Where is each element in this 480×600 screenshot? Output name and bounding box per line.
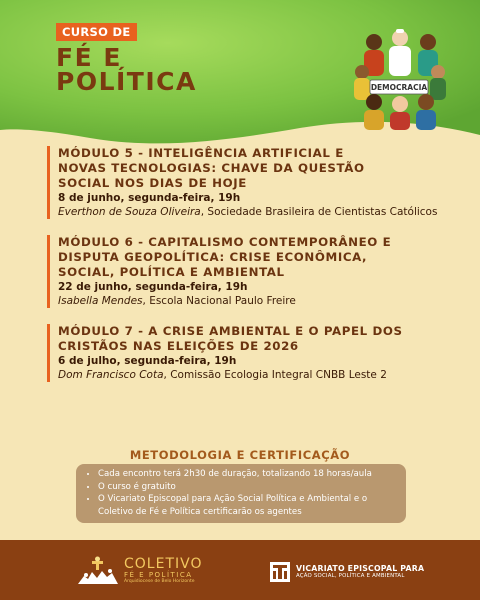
module-speaker-line (58, 294, 442, 308)
module-title (58, 146, 442, 191)
module-speaker-line (58, 205, 442, 219)
module-title (58, 235, 442, 280)
module-title-line: SOCIAL NOS DIAS DE HOJE (58, 176, 247, 190)
methodology-title: METODOLOGIA E CERTIFICAÇÃO (129, 448, 351, 462)
coletivo-name: COLETIVO (124, 555, 203, 572)
coletivo-subtitle-small: Arquidiocese de Belo Horizonte (124, 578, 195, 584)
module-title-line: CRISTÃOS NAS ELEIÇÕES DE 2026 (58, 339, 299, 353)
title-line-2: POLÍTICA (56, 67, 197, 96)
democracia-sign-text: DEMOCRACIA (370, 83, 428, 92)
vicariato-line-2: AÇÃO SOCIAL, POLÍTICA E AMBIENTAL (296, 573, 405, 579)
title-line-1: FÉ E (56, 43, 122, 72)
methodology-list (84, 468, 398, 518)
course-badge: CURSO DE (56, 23, 137, 41)
methodology-item: • Cada encontro terá 2h30 de duração, totalizando 18 horas/aula (98, 468, 398, 481)
methodology-box (76, 464, 406, 523)
module-title-line: MÓDULO 5 - INTELIGÊNCIA ARTIFICIAL E (58, 146, 344, 160)
vicariato-text (296, 564, 424, 580)
vicariato-line-1: VICARIATO EPISCOPAL PARA (296, 564, 425, 573)
module-5 (47, 146, 442, 219)
people-illustration (352, 28, 448, 130)
coletivo-subtitle: FÉ E POLÍTICA (124, 570, 193, 579)
speaker-name: Isabella Mendes (58, 295, 143, 307)
page-title (56, 43, 197, 96)
speaker-org: , Escola Nacional Paulo Freire (142, 295, 296, 307)
module-speaker-line (58, 368, 442, 382)
methodology-item: • O Vicariato Episcopal para Ação Social Política e Ambiental e o Coletivo de Fé e Política certificarão os agentes (98, 493, 398, 518)
module-date: 6 de julho, segunda-feira, 19h (58, 355, 237, 367)
module-title-line: DISPUTA GEOPOLÍTICA: CRISE ECONÔMICA, (58, 250, 368, 264)
module-date: 22 de junho, segunda-feira, 19h (58, 281, 248, 293)
vicariato-logo (270, 562, 424, 582)
module-title-line: NOVAS TECNOLOGIAS: CHAVE DA QUESTÃO (58, 161, 365, 175)
speaker-name: Dom Francisco Cota (58, 369, 164, 381)
module-date: 8 de junho, segunda-feira, 19h (58, 192, 241, 204)
methodology-item: • O curso é gratuito (98, 481, 398, 494)
vicariato-emblem-icon (270, 562, 290, 582)
module-title-line: MÓDULO 6 - CAPITALISMO CONTEMPORÂNEO E (58, 235, 392, 249)
module-title (58, 324, 442, 354)
module-6 (47, 235, 442, 308)
speaker-org: , Sociedade Brasileira de Cientistas Católicos (200, 206, 438, 218)
coletivo-logo (76, 556, 202, 586)
module-title-line: MÓDULO 7 - A CRISE AMBIENTAL E O PAPEL DOS (58, 324, 403, 338)
module-title-line: SOCIAL, POLÍTICA E AMBIENTAL (58, 265, 285, 279)
speaker-name: Everthon de Souza Oliveira (58, 206, 201, 218)
modules-list (47, 146, 442, 398)
speaker-org: , Comissão Ecologia Integral CNBB Leste 2 (163, 369, 387, 381)
coletivo-text (124, 555, 203, 585)
coletivo-emblem-icon (76, 556, 120, 586)
module-7 (47, 324, 442, 382)
